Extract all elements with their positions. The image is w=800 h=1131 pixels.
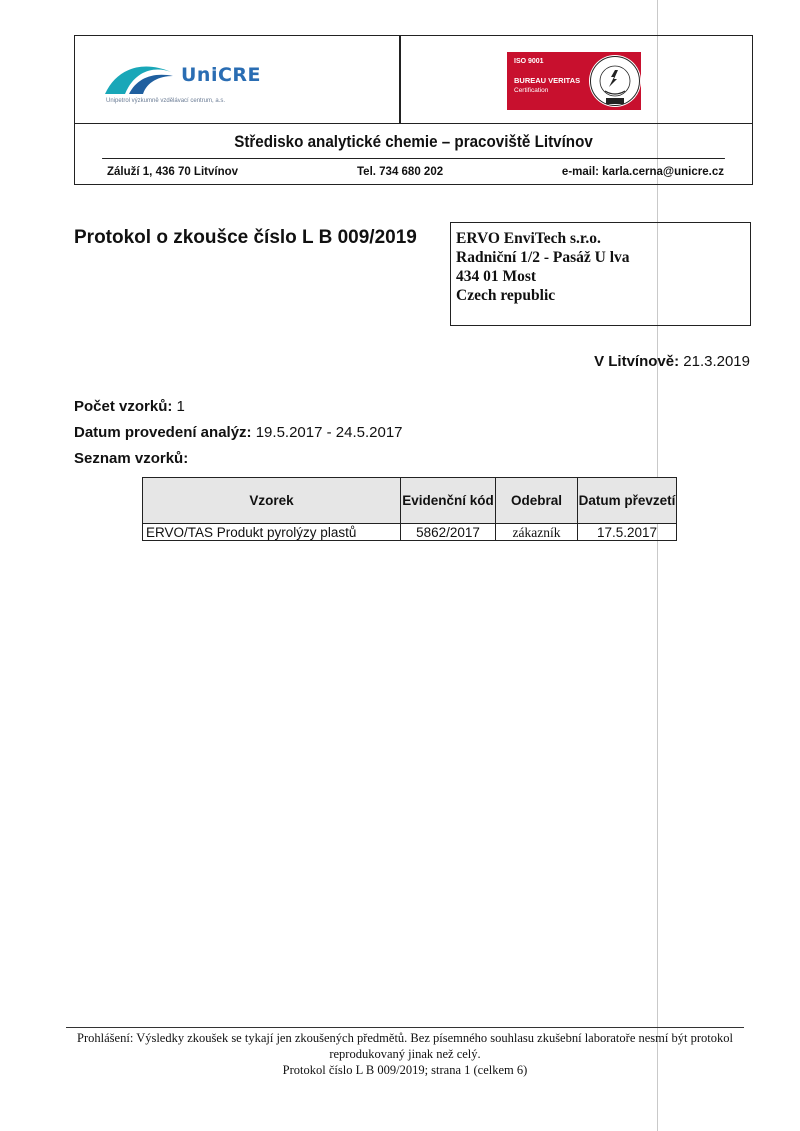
footer-rule: [66, 1027, 744, 1028]
recipient-line: 434 01 Most: [456, 268, 537, 285]
issue-date: [594, 353, 750, 370]
letterhead-logos: [75, 36, 752, 124]
contact-line: [75, 160, 752, 184]
sample-count-label: Počet vzorků:: [74, 398, 173, 415]
cert-name: BUREAU VERITAS: [514, 76, 581, 85]
letterhead: [74, 35, 753, 185]
certification-badge: [507, 52, 641, 110]
contact-phone: Tel. 734 680 202: [357, 166, 444, 178]
sample-table: [142, 477, 677, 541]
column-header: Vzorek: [143, 478, 401, 524]
recipient-line: Radniční 1/2 - Pasáž U lva: [456, 249, 630, 266]
department-title: Středisko analytické chemie – pracoviště Litvínov: [102, 125, 725, 159]
analysis-dates-value: 19.5.2017 - 24.5.2017: [255, 424, 403, 441]
issue-date-value: 21.3.2019: [683, 353, 750, 370]
footer-page-info: Protokol číslo L B 009/2019; strana 1 (celkem 6): [282, 1063, 528, 1077]
cert-iso: ISO 9001: [514, 58, 544, 65]
column-header: Datum převzetí: [578, 478, 677, 524]
contact-address: Záluží 1, 436 70 Litvínov: [107, 166, 239, 178]
table-cell: 5862/2017: [401, 524, 496, 541]
protocol-title: Protokol o zkoušce číslo L B 009/2019: [74, 227, 417, 248]
footer-declaration: Prohlášení: Výsledky zkoušek se tykají jen zkoušených předmětů. Bez písemného souhlasu zkušební laboratoře nesmí být protokol reprodukovaný jinak než celý.: [77, 1031, 733, 1061]
column-header: Evidenční kód: [401, 478, 496, 524]
table-cell: zákazník: [496, 524, 578, 541]
unicre-logo: [103, 58, 303, 108]
analysis-dates: [74, 424, 403, 441]
sample-list-label: Seznam vzorků:: [74, 450, 189, 467]
issue-date-label: V Litvínově:: [594, 353, 680, 370]
recipient-line: ERVO EnviTech s.r.o.: [456, 230, 601, 247]
recipient-line: Czech republic: [456, 287, 556, 304]
cert-label: Certification: [514, 87, 549, 94]
table-cell: 17.5.2017: [578, 524, 677, 541]
table-cell: ERVO/TAS Produkt pyrolýzy plastů: [143, 524, 401, 541]
sample-count-value: 1: [176, 398, 185, 415]
table-header-row: [143, 478, 677, 524]
logo-name: UniCRE: [181, 64, 262, 86]
unicre-arc-logo-icon: [103, 58, 177, 98]
logo-subtitle: Unipetrol výzkumně vzdělávací centrum, a.s.: [106, 98, 226, 104]
footer: [66, 1030, 744, 1078]
table-row: [143, 524, 677, 541]
recipient-address: [450, 222, 751, 326]
sample-count: [74, 398, 185, 415]
column-header: Odebral: [496, 478, 578, 524]
contact-email: e-mail: karla.cerna@unicre.cz: [561, 166, 724, 178]
analysis-dates-label: Datum provedení analýz:: [74, 424, 252, 441]
bureau-veritas-seal-icon: [587, 53, 643, 109]
header-divider: [399, 36, 401, 124]
